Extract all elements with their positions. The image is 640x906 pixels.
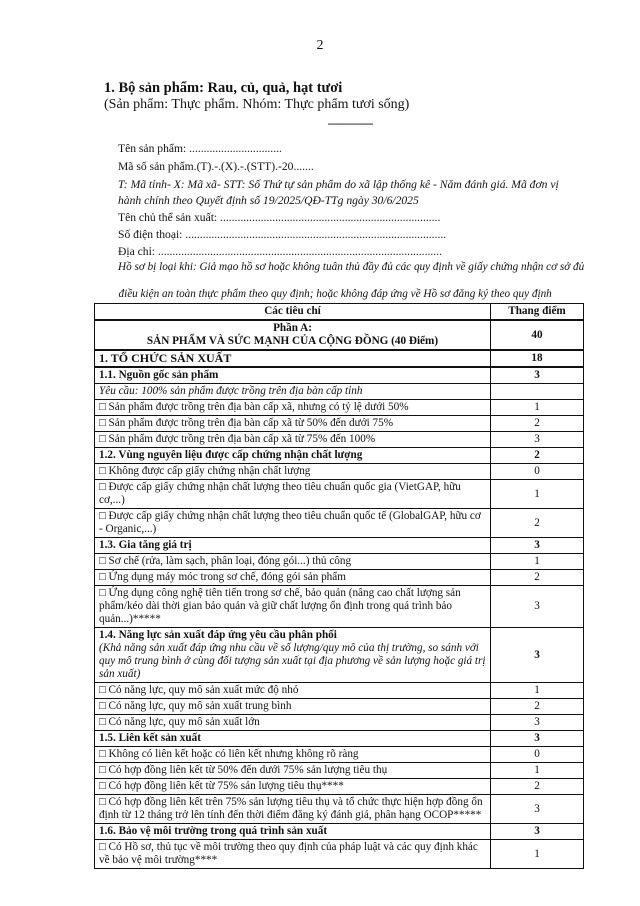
table-row	[95, 416, 584, 432]
part-a-points: 40	[491, 320, 584, 350]
table-row	[95, 795, 584, 824]
criterion-text: □ Ứng dụng công nghệ tiên tiến trong sơ chế, bảo quản (nâng cao chất lượng sản phẩm/kéo dài thời gian bảo quản và giữ chất lượng ổn định trong quá trình bảo quản...)*****	[95, 586, 491, 628]
header-points: Thang điểm	[491, 304, 584, 321]
criterion-points: 1	[491, 840, 584, 869]
criterion-points: 1	[491, 683, 584, 699]
criterion-text: □ Có năng lực, quy mô sản xuất lớn	[95, 715, 491, 731]
criterion-text: □ Sơ chế (rửa, làm sạch, phân loại, đóng gói...) thủ công	[95, 554, 491, 570]
table-row	[95, 432, 584, 448]
criterion-text: □ Sản phẩm được trồng trên địa bàn cấp xã từ 50% đến dưới 75%	[95, 416, 491, 432]
criterion-text: □ Có năng lực, quy mô sản xuất mức độ nhỏ	[95, 683, 491, 699]
criterion-points: 0	[491, 747, 584, 763]
reject-note-line-2: điều kiện an toàn thực phẩm theo quy định; hoặc không đáp ứng về Hồ sơ đăng ký theo quy định	[118, 288, 552, 300]
table-row	[95, 699, 584, 715]
criterion-text: □ Có Hồ sơ, thủ tục về môi trường theo quy định của pháp luật và các quy định khác về bảo vệ môi trường****	[95, 840, 491, 869]
criterion-points: 1	[491, 400, 584, 416]
table-row	[95, 367, 584, 384]
criterion-text: 1.6. Bảo vệ môi trường trong quá trình sản xuất	[95, 824, 491, 840]
criterion-points: 18	[491, 350, 584, 367]
part-a-title: SẢN PHẨM VÀ SỨC MẠNH CỦA CỘNG ĐỒNG (40 Điểm)	[146, 335, 439, 347]
product-name-field: Tên sản phẩm: ................................	[118, 142, 282, 155]
table-row	[95, 384, 584, 400]
part-a-row	[95, 320, 584, 350]
criterion-text: □ Được cấp giấy chứng nhận chất lượng theo tiêu chuẩn quốc gia (VietGAP, hữu cơ,...)	[95, 480, 491, 509]
code-note-line-1: T: Mã tỉnh- X: Mã xã- STT: Số Thứ tự sản phẩm do xã lập thống kê - Năm đánh giá. Mã đơn vị	[118, 178, 559, 191]
code-note-line-2: hành chính theo Quyết định số 19/2025/QĐ-TTg ngày 30/6/2025	[118, 194, 419, 207]
page-number: 2	[316, 38, 324, 53]
table-row	[95, 715, 584, 731]
criterion-points: 2	[491, 699, 584, 715]
criterion-points: 2	[491, 509, 584, 538]
criterion-points: 1	[491, 554, 584, 570]
table-row	[95, 448, 584, 464]
criterion-points: 3	[491, 538, 584, 554]
criterion-heading: 1.4. Năng lực sản xuất đáp ứng yêu cầu phân phối	[99, 629, 337, 641]
table-row	[95, 400, 584, 416]
header-criteria: Các tiêu chí	[95, 304, 491, 321]
criterion-text: 1.2. Vùng nguyên liệu được cấp chứng nhận chất lượng	[95, 448, 491, 464]
address-field: Địa chỉ: ..................................................................................................	[118, 245, 442, 258]
criterion-text: □ Không có liên kết hoặc có liên kết nhưng không rõ ràng	[95, 747, 491, 763]
table-row	[95, 779, 584, 795]
criterion-text: Yêu cầu: 100% sản phẩm được trồng trên địa bàn cấp tỉnh	[95, 384, 491, 400]
criterion-points: 1	[491, 480, 584, 509]
criterion-text: 1.3. Gia tăng giá trị	[95, 538, 491, 554]
criterion-note: (Khả năng sản xuất đáp ứng nhu cầu về số lượng/quy mô của thị trường, so sánh với quy mô trung bình ở cùng đối tượng sản xuất tại địa phương về sản lượng hoặc giá trị sản xuất)	[99, 642, 486, 680]
criterion-text: □ Sản phẩm được trồng trên địa bàn cấp xã từ 75% đến 100%	[95, 432, 491, 448]
criterion-points: 3	[491, 586, 584, 628]
table-row	[95, 464, 584, 480]
criterion-text: 1.1. Nguồn gốc sản phẩm	[95, 367, 491, 384]
criterion-text: □ Sản phẩm được trồng trên địa bàn cấp xã, nhưng có tỷ lệ dưới 50%	[95, 400, 491, 416]
section-title: 1. Bộ sản phẩm: Rau, củ, quả, hạt tươi	[104, 80, 343, 96]
criterion-points: 2	[491, 779, 584, 795]
producer-field: Tên chủ thể sản xuất: ............................................................................	[118, 211, 441, 224]
criterion-text: □ Có hợp đồng liên kết từ 75% sản lượng tiêu thụ****	[95, 779, 491, 795]
title-divider: ---------------	[327, 116, 373, 130]
table-row	[95, 480, 584, 509]
reject-note-row	[95, 288, 584, 304]
criterion-text: □ Không được cấp giấy chứng nhận chất lượng	[95, 464, 491, 480]
reject-note-line-1: Hồ sơ bị loại khi: Giả mạo hồ sơ hoặc không tuân thủ đầy đủ các quy định về giấy chứng nhận cơ sở đủ	[118, 261, 585, 273]
table-row	[95, 554, 584, 570]
criterion-points: 3	[491, 715, 584, 731]
criterion-points: 2	[491, 416, 584, 432]
criterion-text: 1. TỔ CHỨC SẢN XUẤT	[95, 350, 491, 367]
criterion-points: 0	[491, 464, 584, 480]
table-row	[95, 824, 584, 840]
criterion-text: 1.5. Liên kết sản xuất	[95, 731, 491, 747]
table-row	[95, 628, 584, 683]
product-code-field: Mã số sản phẩm.(T).-.(X).-.(STT).-20.......	[118, 160, 314, 173]
table-row	[95, 538, 584, 554]
criterion-text: □ Có hợp đồng liên kết từ 50% đến dưới 75% sản lượng tiêu thụ	[95, 763, 491, 779]
criterion-points: 3	[491, 628, 584, 683]
table-header-row	[95, 304, 584, 321]
criterion-points: 3	[491, 432, 584, 448]
part-a-label: Phần A:	[273, 322, 312, 334]
table-row	[95, 747, 584, 763]
table-row	[95, 731, 584, 747]
phone-field: Số điện thoại: ..........................................................................................	[118, 228, 447, 241]
criterion-text: □ Được cấp giấy chứng nhận chất lượng theo tiêu chuẩn quốc tế (GlobalGAP, hữu cơ - Organic,...)	[95, 509, 491, 538]
part-a-cell	[95, 320, 491, 350]
criterion-points: 1	[491, 763, 584, 779]
criterion-text: □ Ứng dụng máy móc trong sơ chế, đóng gói sản phẩm	[95, 570, 491, 586]
criterion-points: 3	[491, 367, 584, 384]
criterion-text	[95, 628, 491, 683]
table-row	[95, 570, 584, 586]
criteria-table	[94, 288, 584, 869]
criterion-points: 3	[491, 731, 584, 747]
table-row	[95, 350, 584, 367]
section-subtitle: (Sản phẩm: Thực phẩm. Nhóm: Thực phẩm tươi sống)	[104, 97, 410, 112]
table-row	[95, 840, 584, 869]
table-row	[95, 763, 584, 779]
criterion-points: 3	[491, 795, 584, 824]
criterion-text: □ Có năng lực, quy mô sản xuất trung bình	[95, 699, 491, 715]
criterion-points: 2	[491, 570, 584, 586]
criterion-text: □ Có hợp đồng liên kết trên 75% sản lượng tiêu thụ và tổ chức thực hiện hợp đồng ổn định từ 12 tháng trở lên tính đến thời điểm đăng ký đánh giá, phân hạng OCOP*****	[95, 795, 491, 824]
criterion-points	[491, 384, 584, 400]
criterion-points: 3	[491, 824, 584, 840]
table-row	[95, 586, 584, 628]
table-row	[95, 683, 584, 699]
criterion-points: 2	[491, 448, 584, 464]
table-row	[95, 509, 584, 538]
